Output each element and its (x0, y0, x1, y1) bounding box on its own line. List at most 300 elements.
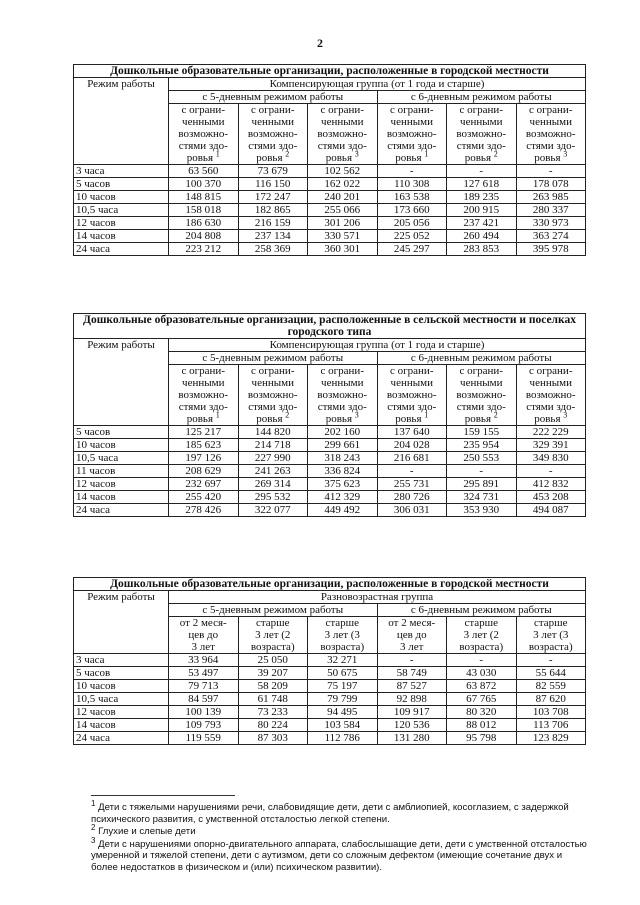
column-header-line: возможно- (317, 389, 368, 401)
column-header (169, 365, 239, 426)
column-header-line: ровья (325, 152, 353, 164)
mode-header: Режим работы (74, 78, 169, 165)
cell-value: 227 990 (238, 452, 308, 465)
column-header-last-line (310, 149, 375, 164)
cell-value: 79 799 (308, 693, 378, 706)
row-label: 11 часов (74, 465, 169, 478)
footnote-mark: 2 (285, 410, 290, 420)
footnote-mark: 2 (285, 149, 290, 159)
footnote-mark: 3 (563, 410, 568, 420)
table-row (74, 667, 586, 680)
column-header-line: стями здо- (248, 140, 298, 152)
cell-value: 87 620 (516, 693, 586, 706)
column-header-line: с ограни- (390, 365, 434, 377)
column-header-line: ченными (529, 377, 572, 389)
cell-value: - (377, 465, 447, 478)
table-rural-compensating (73, 313, 586, 517)
cell-value: 412 832 (516, 478, 586, 491)
column-header (377, 365, 447, 426)
column-header-line: цев до (188, 629, 219, 641)
column-header-line: с ограни- (181, 104, 225, 116)
cell-value: 200 915 (447, 204, 517, 217)
group-header: Компенсирующая группа (от 1 года и старше) (169, 339, 586, 352)
cell-value: 75 197 (308, 680, 378, 693)
cell-value: 375 623 (308, 478, 378, 491)
cell-value: - (516, 165, 586, 178)
cell-value: 260 494 (447, 230, 517, 243)
footnote-mark: 3 (354, 149, 359, 159)
cell-value: 360 301 (308, 243, 378, 256)
row-label: 10 часов (74, 191, 169, 204)
column-header-line: возможно- (178, 389, 229, 401)
cell-value: 102 562 (308, 165, 378, 178)
cell-value: 299 661 (308, 439, 378, 452)
cell-value: 185 623 (169, 439, 239, 452)
table-row (74, 504, 586, 517)
column-header-last-line (241, 149, 306, 164)
footnote-mark: 3 (563, 149, 568, 159)
table-row (74, 439, 586, 452)
column-header (377, 617, 447, 654)
schedule-header: с 5-дневным режимом работы (169, 604, 378, 617)
column-header-line: 3 лет (400, 641, 424, 653)
table-row (74, 478, 586, 491)
column-header (238, 365, 308, 426)
cell-value: 216 681 (377, 452, 447, 465)
table-row (74, 706, 586, 719)
cell-value: 32 271 (308, 654, 378, 667)
cell-value: 109 917 (377, 706, 447, 719)
row-label: 12 часов (74, 706, 169, 719)
mode-header: Режим работы (74, 591, 169, 654)
cell-value: 280 726 (377, 491, 447, 504)
column-header-line: старше (255, 617, 290, 629)
column-header-line: с ограни- (390, 104, 434, 116)
row-label: 24 часа (74, 732, 169, 745)
row-label: 10,5 часа (74, 204, 169, 217)
footnote-mark: 1 (215, 410, 220, 420)
column-header-line: 3 лет (3 (533, 629, 569, 641)
cell-value: 255 420 (169, 491, 239, 504)
cell-value: 258 369 (238, 243, 308, 256)
column-header-line: ченными (460, 116, 503, 128)
cell-value: 116 150 (238, 178, 308, 191)
footnote-mark: 1 (424, 410, 429, 420)
cell-value: - (377, 165, 447, 178)
column-header-line: ченными (251, 377, 294, 389)
cell-value: 214 718 (238, 439, 308, 452)
cell-value: 103 584 (308, 719, 378, 732)
column-header-line: ченными (182, 116, 225, 128)
cell-value: 63 560 (169, 165, 239, 178)
table-row (74, 491, 586, 504)
cell-value: 100 139 (169, 706, 239, 719)
cell-value: 127 618 (447, 178, 517, 191)
cell-value: 79 713 (169, 680, 239, 693)
column-header-line: ровья (395, 152, 422, 164)
cell-value: 349 830 (516, 452, 586, 465)
table-row (74, 693, 586, 706)
column-header-line: старше (325, 617, 360, 629)
column-header-last-line (171, 149, 236, 164)
column-header-line: ровья (464, 152, 492, 164)
column-header-line: ровья (256, 413, 283, 425)
table-row (74, 178, 586, 191)
cell-value: 109 793 (169, 719, 239, 732)
cell-value: - (447, 465, 517, 478)
column-header-line: возможно- (456, 389, 507, 401)
group-header-row (74, 591, 586, 604)
row-label: 5 часов (74, 426, 169, 439)
row-label: 12 часов (74, 478, 169, 491)
column-header-line: от 2 меся- (388, 617, 436, 629)
column-header-last-line (449, 410, 514, 425)
table-urban-mixed-age (73, 577, 586, 745)
column-header-line: стями здо- (317, 401, 367, 413)
cell-value: 186 630 (169, 217, 239, 230)
cell-value: - (516, 465, 586, 478)
cell-value: 449 492 (308, 504, 378, 517)
cell-value: 92 898 (377, 693, 447, 706)
column-header-line: возраста) (320, 641, 365, 653)
cell-value: 189 235 (447, 191, 517, 204)
table-row (74, 732, 586, 745)
column-header-line: возможно- (247, 389, 298, 401)
column-header-line: ченными (390, 116, 433, 128)
column-header-line: с ограни- (459, 365, 503, 377)
column-header-line: стями здо- (387, 140, 437, 152)
cell-value: 208 629 (169, 465, 239, 478)
column-header-line: 3 лет (2 (255, 629, 291, 641)
cell-value: 216 159 (238, 217, 308, 230)
table-row (74, 452, 586, 465)
column-header (516, 104, 586, 165)
table-row (74, 654, 586, 667)
column-header-line: с ограни- (251, 104, 295, 116)
footnote-1: $^1$ Дети с тяжелыми нарушениями речи, слабовидящие дети, дети с амблиопией, косоглазием, с задержкой психического развития, с умственной отсталостью легкой степени. (91, 798, 569, 825)
column-header-line: 3 лет (3 (324, 629, 360, 641)
cell-value: 144 820 (238, 426, 308, 439)
cell-value: 295 891 (447, 478, 517, 491)
column-header (447, 104, 517, 165)
column-header-last-line (171, 410, 236, 425)
cell-value: 318 243 (308, 452, 378, 465)
table-row (74, 680, 586, 693)
cell-value: 182 865 (238, 204, 308, 217)
cell-value: 87 527 (377, 680, 447, 693)
cell-value: 222 229 (516, 426, 586, 439)
table-urban-compensating (73, 64, 586, 256)
cell-value: 125 217 (169, 426, 239, 439)
column-header (447, 365, 517, 426)
column-header-line: старше (464, 617, 499, 629)
column-header (516, 617, 586, 654)
cell-value: 306 031 (377, 504, 447, 517)
column-header (447, 617, 517, 654)
cell-value: 173 660 (377, 204, 447, 217)
table-title: Дошкольные образовательные организации, расположенные в сельской местности и поселках городского типа (74, 314, 586, 339)
column-header-line: стями здо- (317, 140, 367, 152)
column-header (238, 617, 308, 654)
cell-value: 330 571 (308, 230, 378, 243)
footnote-mark: 2 (493, 410, 498, 420)
cell-value: - (377, 654, 447, 667)
cell-value: 336 824 (308, 465, 378, 478)
column-header-line: возможно- (178, 128, 229, 140)
column-header-line: ровья (186, 413, 214, 425)
cell-value: 283 853 (447, 243, 517, 256)
table-row (74, 465, 586, 478)
cell-value: 178 078 (516, 178, 586, 191)
page-number: 2 (317, 36, 323, 50)
cell-value: 87 303 (238, 732, 308, 745)
column-header-line: возраста) (459, 641, 504, 653)
footnotes (91, 798, 587, 874)
cell-value: 53 497 (169, 667, 239, 680)
cell-value: 172 247 (238, 191, 308, 204)
column-header-line: ровья (395, 413, 422, 425)
row-label: 5 часов (74, 667, 169, 680)
column-header-last-line (310, 410, 375, 425)
column-header-line: ровья (256, 152, 283, 164)
cell-value: 494 087 (516, 504, 586, 517)
cell-value: 95 798 (447, 732, 517, 745)
cell-value: 159 155 (447, 426, 517, 439)
column-header-line: ченными (529, 116, 572, 128)
group-header-row (74, 78, 586, 91)
cell-value: 131 280 (377, 732, 447, 745)
cell-value: 329 391 (516, 439, 586, 452)
column-header-last-line (241, 410, 306, 425)
cell-value: 232 697 (169, 478, 239, 491)
column-header-line: ченными (460, 377, 503, 389)
table-row (74, 243, 586, 256)
column-header-line: стями здо- (387, 401, 437, 413)
cell-value: 235 954 (447, 439, 517, 452)
cell-value: 50 675 (308, 667, 378, 680)
cell-value: 295 532 (238, 491, 308, 504)
column-header (169, 617, 239, 654)
table-row (74, 719, 586, 732)
cell-value: 202 160 (308, 426, 378, 439)
table-row (74, 426, 586, 439)
cell-value: 80 320 (447, 706, 517, 719)
cell-value: - (516, 654, 586, 667)
cell-value: 204 808 (169, 230, 239, 243)
row-label: 14 часов (74, 491, 169, 504)
column-header-last-line (380, 149, 445, 164)
row-label: 24 часа (74, 243, 169, 256)
cell-value: 324 731 (447, 491, 517, 504)
table-title: Дошкольные образовательные организации, расположенные в городской местности (74, 65, 586, 78)
column-header-line: стями здо- (248, 401, 298, 413)
footnote-rule (91, 795, 235, 796)
cell-value: 269 314 (238, 478, 308, 491)
column-header-line: ровья (325, 413, 353, 425)
cell-value: 39 207 (238, 667, 308, 680)
cell-value: 58 209 (238, 680, 308, 693)
column-header-line: возраста) (528, 641, 573, 653)
cell-value: 120 536 (377, 719, 447, 732)
column-header (308, 104, 378, 165)
cell-value: 61 748 (238, 693, 308, 706)
column-header-line: старше (533, 617, 568, 629)
column-header-line: стями здо- (526, 140, 576, 152)
row-label: 3 часа (74, 165, 169, 178)
cell-value: 241 263 (238, 465, 308, 478)
cell-value: 119 559 (169, 732, 239, 745)
column-header-line: возможно- (525, 128, 576, 140)
cell-value: 280 337 (516, 204, 586, 217)
column-header (238, 104, 308, 165)
table-row (74, 204, 586, 217)
column-header-line: стями здо- (178, 140, 228, 152)
column-header-line: возможно- (525, 389, 576, 401)
column-header-line: ровья (534, 152, 561, 164)
row-label: 14 часов (74, 230, 169, 243)
column-header-line: стями здо- (526, 401, 576, 413)
column-header-line: возможно- (247, 128, 298, 140)
cell-value: 80 224 (238, 719, 308, 732)
column-header-line: стями здо- (456, 140, 506, 152)
cell-value: 112 786 (308, 732, 378, 745)
column-header-line: с ограни- (459, 104, 503, 116)
cell-value: 103 708 (516, 706, 586, 719)
cell-value: 353 930 (447, 504, 517, 517)
column-header-line: с ограни- (529, 104, 573, 116)
row-label: 24 часа (74, 504, 169, 517)
cell-value: 240 201 (308, 191, 378, 204)
column-header (308, 365, 378, 426)
column-header-line: стями здо- (456, 401, 506, 413)
cell-value: 158 018 (169, 204, 239, 217)
column-header (377, 104, 447, 165)
row-label: 3 часа (74, 654, 169, 667)
cell-value: 88 012 (447, 719, 517, 732)
column-header-line: ровья (534, 413, 561, 425)
column-header (169, 104, 239, 165)
cell-value: 250 553 (447, 452, 517, 465)
column-header-line: ровья (464, 413, 492, 425)
column-header-line: ченными (182, 377, 225, 389)
cell-value: 453 208 (516, 491, 586, 504)
footnote-2: $^2$ Глухие и слепые дети (91, 822, 196, 837)
cell-value: 330 973 (516, 217, 586, 230)
cell-value: 301 206 (308, 217, 378, 230)
schedule-header: с 5-дневным режимом работы (169, 352, 378, 365)
footnote-3: $^3$ Дети с нарушениями опорно-двигательного аппарата, слабослышащие дети, дети с умственной отсталостью умеренной и тяжелой степени, дети с аутизмом, дети со сложным дефектом (имеющие сочетание двух и более недостатков в физическом и (или) психическом развитии). (91, 835, 587, 873)
column-header-line: 3 лет (2 (463, 629, 499, 641)
column-header-line: с ограни- (181, 365, 225, 377)
cell-value: 63 872 (447, 680, 517, 693)
column-header-last-line (449, 149, 514, 164)
column-header-line: ченными (251, 116, 294, 128)
column-header-line: с ограни- (320, 104, 364, 116)
column-header-line: возможно- (386, 389, 437, 401)
cell-value: 363 274 (516, 230, 586, 243)
cell-value: 148 815 (169, 191, 239, 204)
column-header-line: ченными (321, 116, 364, 128)
cell-value: 73 233 (238, 706, 308, 719)
cell-value: 100 370 (169, 178, 239, 191)
cell-value: 263 985 (516, 191, 586, 204)
cell-value: 278 426 (169, 504, 239, 517)
footnote-mark: 2 (493, 149, 498, 159)
cell-value: 237 134 (238, 230, 308, 243)
table-row (74, 230, 586, 243)
table-title-row (74, 314, 586, 339)
cell-value: 162 022 (308, 178, 378, 191)
table-row (74, 165, 586, 178)
table-title-row (74, 578, 586, 591)
cell-value: 204 028 (377, 439, 447, 452)
column-header-line: возможно- (386, 128, 437, 140)
group-header-row (74, 339, 586, 352)
column-header-line: ченными (390, 377, 433, 389)
footnote-mark: 1 (215, 149, 220, 159)
cell-value: 94 495 (308, 706, 378, 719)
cell-value: 67 765 (447, 693, 517, 706)
cell-value: 113 706 (516, 719, 586, 732)
cell-value: 245 297 (377, 243, 447, 256)
cell-value: 73 679 (238, 165, 308, 178)
column-header-line: от 2 меся- (179, 617, 227, 629)
cell-value: 225 052 (377, 230, 447, 243)
cell-value: 43 030 (447, 667, 517, 680)
column-header-line: ченными (321, 377, 364, 389)
cell-value: 123 829 (516, 732, 586, 745)
cell-value: 412 329 (308, 491, 378, 504)
column-header-line: с ограни- (251, 365, 295, 377)
cell-value: - (447, 654, 517, 667)
column-header-line: 3 лет (191, 641, 215, 653)
row-label: 14 часов (74, 719, 169, 732)
row-label: 10,5 часа (74, 452, 169, 465)
cell-value: 25 050 (238, 654, 308, 667)
schedule-header: с 6-дневным режимом работы (377, 604, 586, 617)
cell-value: 33 964 (169, 654, 239, 667)
mode-header: Режим работы (74, 339, 169, 426)
column-header (308, 617, 378, 654)
column-header-line: возможно- (317, 128, 368, 140)
table-title-row (74, 65, 586, 78)
cell-value: 322 077 (238, 504, 308, 517)
group-header: Разновозрастная группа (169, 591, 586, 604)
row-label: 5 часов (74, 178, 169, 191)
column-header-line: с ограни- (529, 365, 573, 377)
cell-value: 395 978 (516, 243, 586, 256)
cell-value: 110 308 (377, 178, 447, 191)
footnote-mark: 3 (354, 410, 359, 420)
column-header (516, 365, 586, 426)
table-row (74, 191, 586, 204)
cell-value: 205 056 (377, 217, 447, 230)
schedule-header: с 5-дневным режимом работы (169, 91, 378, 104)
footnote-mark: 1 (424, 149, 429, 159)
row-label: 12 часов (74, 217, 169, 230)
cell-value: 163 538 (377, 191, 447, 204)
cell-value: 197 126 (169, 452, 239, 465)
schedule-header: с 6-дневным режимом работы (377, 91, 586, 104)
table-title: Дошкольные образовательные организации, расположенные в городской местности (74, 578, 586, 591)
cell-value: 237 421 (447, 217, 517, 230)
cell-value: 55 644 (516, 667, 586, 680)
schedule-header: с 6-дневным режимом работы (377, 352, 586, 365)
cell-value: 223 212 (169, 243, 239, 256)
row-label: 10 часов (74, 680, 169, 693)
group-header: Компенсирующая группа (от 1 года и старше) (169, 78, 586, 91)
column-header-line: возраста) (250, 641, 295, 653)
